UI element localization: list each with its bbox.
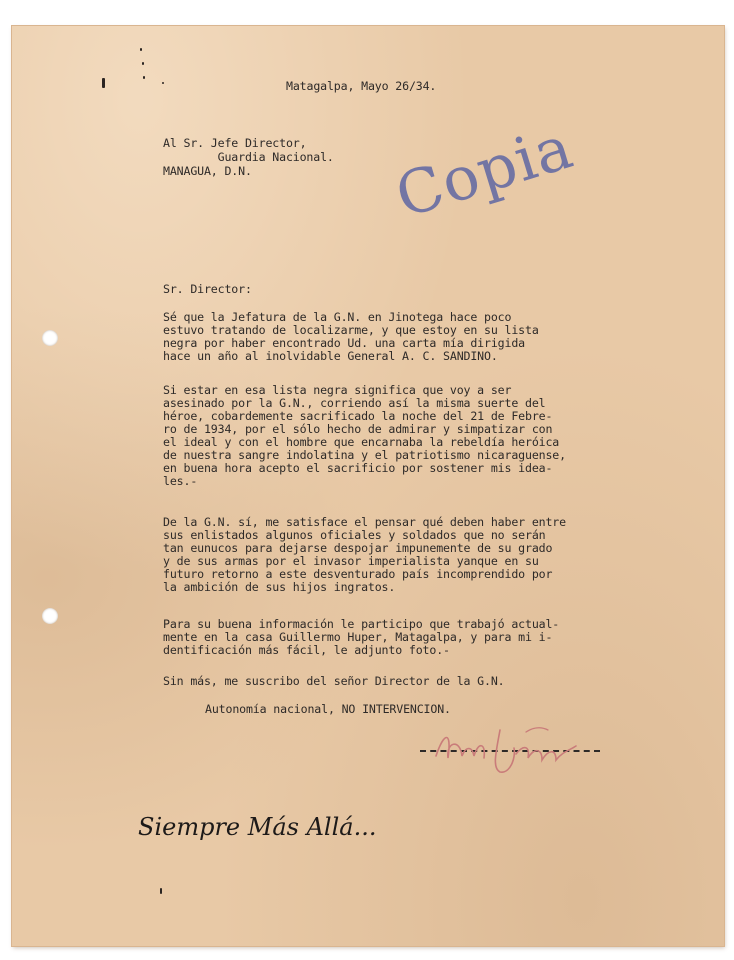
recipient-line-2: Guardia Nacional.	[163, 150, 334, 164]
paragraph-line: héroe, cobardemente sacrificado la noche del 21 de Febre-	[163, 409, 553, 423]
recipient-line-3: MANAGUA, D.N.	[163, 164, 252, 178]
closing-line: Sin más, me suscribo del señor Director de la G.N.	[163, 674, 505, 688]
punch-hole-top	[42, 330, 58, 346]
paragraph-4	[163, 618, 559, 657]
ink-speck	[140, 48, 142, 51]
ink-speck	[142, 62, 144, 65]
paragraph-2	[163, 384, 566, 488]
paragraph-line: les.-	[163, 474, 198, 488]
paragraph-line: ro de 1934, por el sólo hecho de admirar y simpatizar con	[163, 422, 553, 436]
paragraph-line: negra por haber encontrado Ud. una carta mía dirigida	[163, 336, 525, 350]
paragraph-line: de nuestra sangre indolatina y el patriotismo nicaraguense,	[163, 448, 566, 462]
paragraph-line: De la G.N. sí, me satisface el pensar qué deben haber entre	[163, 515, 566, 529]
date-line: Matagalpa, Mayo 26/34.	[286, 79, 437, 93]
paragraph-line: asesinado por la G.N., corriendo así la misma suerte del	[163, 396, 546, 410]
ink-speck	[162, 82, 164, 84]
paragraph-line: estuvo tratando de localizarme, y que estoy en su lista	[163, 323, 539, 337]
paragraph-line: tan eunucos para dejarse despojar impunemente de su grado	[163, 541, 553, 555]
paragraph-line: Si estar en esa lista negra significa que voy a ser	[163, 383, 512, 397]
motto-line: Autonomía nacional, NO INTERVENCION.	[205, 702, 451, 716]
salutation: Sr. Director:	[163, 282, 252, 296]
ink-speck	[160, 888, 162, 894]
copia-stamp: Copia	[388, 112, 581, 232]
paragraph-line: y de sus armas por el invasor imperialista yanque en su	[163, 554, 539, 568]
handwritten-signature	[430, 712, 590, 782]
ink-speck	[102, 78, 105, 88]
paragraph-line: hace un año al inolvidable General A. C. SANDINO.	[163, 349, 498, 363]
paragraph-3	[163, 516, 566, 594]
paragraph-line: mente en la casa Guillermo Huper, Matagalpa, y para mi i-	[163, 630, 553, 644]
paragraph-line: dentificación más fácil, le adjunto foto.-	[163, 643, 450, 657]
tagline: Siempre Más Allá...	[138, 813, 377, 841]
punch-hole-bottom	[42, 608, 58, 624]
paragraph-line: Sé que la Jefatura de la G.N. en Jinotega hace poco	[163, 310, 512, 324]
ink-speck	[143, 76, 145, 79]
recipient-line-1: Al Sr. Jefe Director,	[163, 136, 307, 150]
paragraph-1	[163, 311, 539, 363]
paragraph-line: sus enlistados algunos oficiales y soldados que no serán	[163, 528, 546, 542]
paragraph-line: futuro retorno a este desventurado país incomprendido por	[163, 567, 553, 581]
paragraph-line: el ideal y con el hombre que encarnaba la rebeldía heróica	[163, 435, 560, 449]
paragraph-line: Para su buena información le participo que trabajó actual-	[163, 617, 560, 631]
paragraph-line: en buena hora acepto el sacrificio por sostener mis idea-	[163, 461, 553, 475]
paragraph-line: la ambición de sus hijos ingratos.	[163, 580, 396, 594]
